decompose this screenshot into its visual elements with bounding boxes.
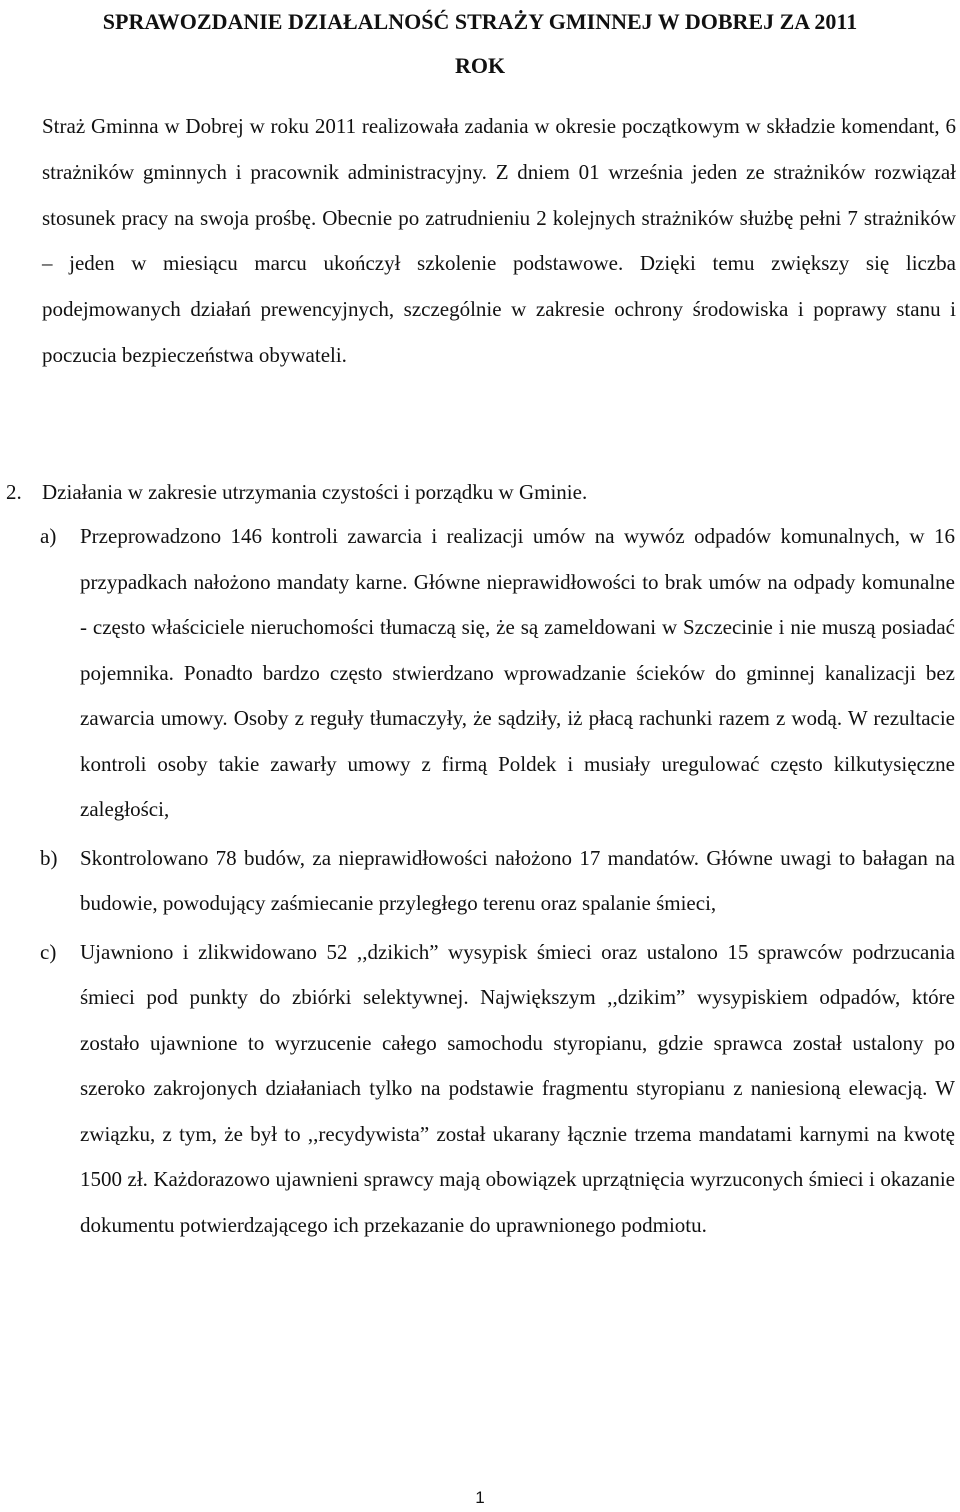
document-title [0, 0, 960, 88]
list-item-c [40, 930, 955, 1249]
section-1-number [6, 104, 42, 150]
section-1 [6, 104, 956, 379]
list-item-marker: a) [40, 524, 57, 548]
list-item-a [40, 514, 955, 833]
document-title-line-1: SPRAWOZDANIE DZIAŁALNOŚĆ STRAŻY GMINNEJ W DOBREJ ZA 2011 [102, 9, 858, 34]
list-item-text: Ujawniono i zlikwidowano 52 ,,dzikich” wysypisk śmieci oraz ustalono 15 sprawców podrzucania śmieci pod punkty do zbiórki selektywnej. Największym ,,dzikim” wysypiskiem odpadów, które zostało ujawnione to wyrzucenie całego samochodu styropianu, gdzie sprawca został ustalony po szeroko zakrojonych działaniach tylko na podstawie fragmentu styropianu z naniesioną elewacją. W związku, z tym, że był to ,,recydywista” został ukarany łącznie trzema mandatami karnymi na kwotę 1500 zł. Każdorazowo ujawnieni sprawcy mają obowiązek uprzątnięcia wyrzuconych śmieci i okazanie dokumentu potwierdzającego ich przekazanie do uprawnionego podmiotu. [80, 939, 955, 1237]
section-2-heading-text: Działania w zakresie utrzymania czystości i porządku w Gminie. [42, 480, 588, 504]
section-1-text: Straż Gminna w Dobrej w roku 2011 realizowała zadania w okresie początkowym w składzie komendant, 6 strażników gminnych i pracownik administracyjny. Z dniem 01 września jeden ze strażników rozwiązał stosunek pracy na swoja prośbę. Obecnie po zatrudnieniu 2 kolejnych strażników służbę pełni 7 strażników – jeden w miesiącu marcu ukończył szkolenie podstawowe. Dzięki temu zwiększy się liczba podejmowanych działań prewencyjnych, szczególnie w zakresie ochrony środowiska i poprawy stanu i poczucia bezpieczeństwa obywateli. [42, 114, 956, 367]
document-title-line-2: ROK [454, 53, 506, 78]
list-item-marker: b) [40, 845, 58, 870]
page-number: 1 [475, 1488, 485, 1507]
section-2-items [40, 514, 955, 1248]
list-item-marker: c) [40, 939, 57, 964]
section-2-number: 2. [6, 480, 22, 504]
list-item-text: Przeprowadzono 146 kontroli zawarcia i realizacji umów na wywóz odpadów komunalnych, w 16 przypadkach nałożono mandaty karne. Główne nieprawidłowości to brak umów na odpady komunalne - często właściciele nieruchomości tłumaczą się, że są zameldowani w Szczecinie i nie muszą posiadać pojemnika. Ponadto bardzo często stwierdzano wprowadzanie ścieków do gminnej kanalizacji bez zawarcia umowy. Osoby z reguły tłumaczyły, że sądziły, iż płacą rachunki razem z wodą. W rezultacie kontroli osoby takie zawarły umowy z firmą Poldek i musiały uregulować często kilkutysięczne zaległości, [80, 524, 955, 821]
list-item-text: Skontrolowano 78 budów, za nieprawidłowości nałożono 17 mandatów. Główne uwagi to bałagan na budowie, powodujący zaśmiecanie przyległego terenu oraz spalanie śmieci, [80, 845, 955, 915]
section-2-heading [6, 470, 956, 514]
section-1-paragraph [6, 104, 956, 379]
list-item-b [40, 836, 955, 927]
